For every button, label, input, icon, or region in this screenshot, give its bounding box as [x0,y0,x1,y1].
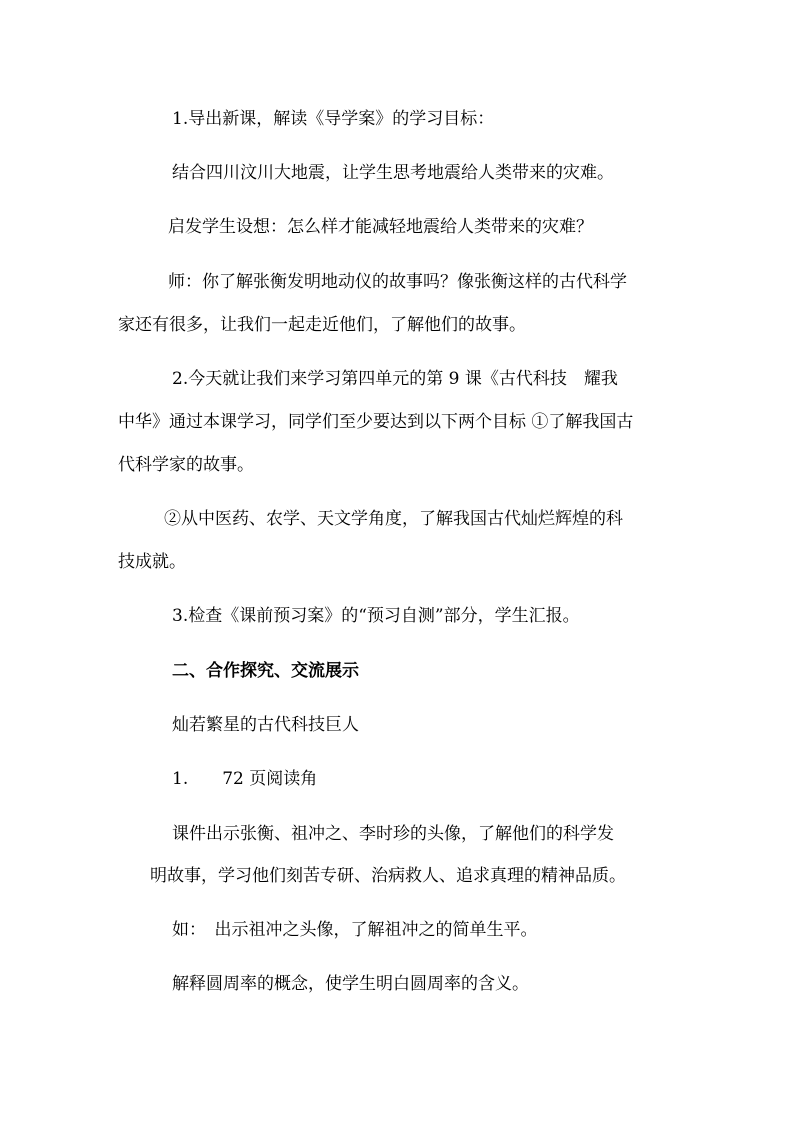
paragraph-5-line-1: 2.今天就让我们来学习第四单元的第 9 课《古代科技 耀我 [172,369,618,389]
paragraph-7-line-1: 3.检查《课前预习案》的“预习自测”部分，学生汇报。 [172,606,580,626]
paragraph-11-line-2: 明故事，学习他们刻苦专研、治病救人、追求真理的精神品质。 [150,866,626,886]
paragraph-11-line-1: 课件出示张衡、祖冲之、李时珍的头像，了解他们的科学发 [172,824,614,844]
paragraph-4-line-2: 家还有很多，让我们一起走近他们，了解他们的故事。 [118,315,526,335]
paragraph-6-line-1: ②从中医药、农学、天文学角度，了解我国古代灿烂辉煌的科 [164,509,623,529]
paragraph-13-line-1: 解释圆周率的概念，使学生明白圆周率的含义。 [172,974,529,994]
paragraph-12-line-1: 如： 出示祖冲之头像，了解祖冲之的简单生平。 [172,920,538,940]
paragraph-3-line-1: 启发学生设想：怎么样才能减轻地震给人类带来的灾难？ [168,217,593,237]
paragraph-5-line-3: 代科学家的故事。 [118,455,254,475]
paragraph-1-line-1: 1.导出新课，解读《导学案》的学习目标： [172,109,495,129]
subheading: 灿若繁星的古代科技巨人 [172,715,359,735]
section-heading: 二、合作探究、交流展示 [172,661,359,681]
paragraph-2-line-1: 结合四川汶川大地震，让学生思考地震给人类带来的灾难。 [172,163,614,183]
paragraph-6-line-2: 技成就。 [118,552,186,572]
paragraph-4-line-1: 师：你了解张衡发明地动仪的故事吗？像张衡这样的古代科学 [168,272,627,292]
paragraph-10-line-1: 1. 72 页阅读角 [172,769,318,789]
paragraph-5-line-2: 中华》通过本课学习，同学们至少要达到以下两个目标 ①了解我国古 [118,412,634,432]
